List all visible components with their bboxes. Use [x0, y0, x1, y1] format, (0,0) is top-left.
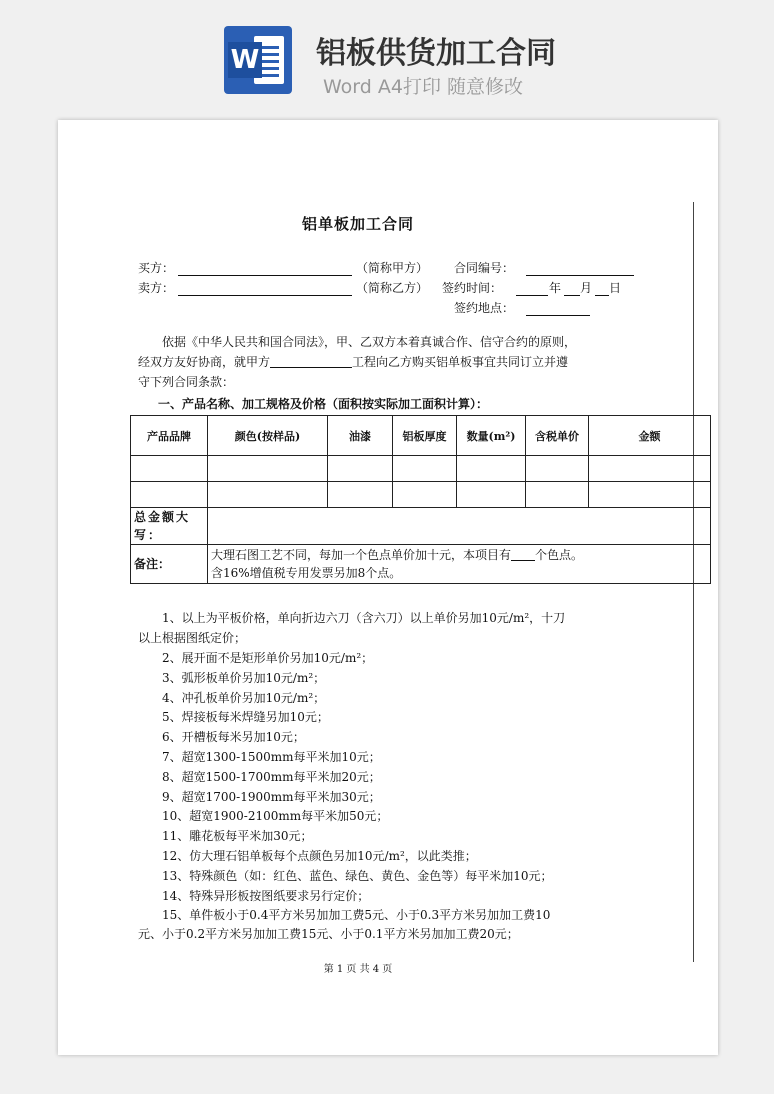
remark-line-1b: 个色点。: [535, 548, 584, 562]
contract-title: 铝单板加工合同: [301, 215, 414, 233]
table-cell[interactable]: [457, 456, 526, 482]
clause-1-line-1: 1、以上为平板价格，单向折边六刀（含六刀）以上单价另加10元/m²，十刀: [162, 611, 566, 625]
document-page: [58, 120, 718, 1055]
table-row: [131, 456, 711, 482]
header-unit-price: 含税单价: [526, 416, 589, 456]
year-field[interactable]: [516, 295, 548, 296]
remark-label: 备注：: [134, 557, 171, 571]
clause-item: 10、超宽1900-2100mm每平米加50元；: [162, 809, 389, 824]
clause-item: 2、展开面不是矩形单价另加10元/m²；: [162, 651, 374, 665]
table-cell[interactable]: [328, 482, 393, 508]
table-cell[interactable]: [526, 482, 589, 508]
remark-line-1a: 大理石图工艺不同，每加一个色点单价加十元，本项目有: [211, 548, 512, 562]
remark-line-1: [211, 546, 707, 564]
table-cell[interactable]: [589, 482, 711, 508]
table-cell[interactable]: [457, 482, 526, 508]
intro-line-2b: 工程向乙方购买铝单板事宜共同订立并遵: [352, 355, 569, 369]
header-brand: 产品品牌: [131, 416, 208, 456]
header-paint: 油漆: [328, 416, 393, 456]
clause-item: 4、冲孔板单价另加10元/m²；: [162, 690, 326, 705]
buyer-alias: （简称甲方）: [356, 261, 429, 275]
table-cell[interactable]: [393, 456, 457, 482]
total-label-cell: [131, 508, 208, 545]
table-header-row: [131, 416, 711, 456]
project-name-field[interactable]: [270, 354, 352, 368]
clause-item: 8、超宽1500-1700mm每平米加20元；: [162, 769, 381, 784]
table-cell[interactable]: [131, 482, 208, 508]
total-label: 总金额大写：: [134, 510, 191, 542]
contract-no-field[interactable]: [526, 275, 634, 276]
clause-item: 11、雕花板每平米加30元；: [162, 829, 313, 844]
clause-15-line-1: 15、单件板小于0.4平方米另加加工费5元、小于0.3平方米另加加工费10: [162, 908, 551, 922]
table-cell[interactable]: [208, 456, 328, 482]
total-value-cell[interactable]: [208, 508, 711, 545]
remark-row: [131, 545, 711, 584]
intro-line-3: 守下列合同条款：: [138, 375, 235, 389]
day-label: 日: [609, 281, 622, 295]
remark-label-cell: [131, 545, 208, 584]
header-quantity: 数量(m²): [457, 416, 526, 456]
year-label: 年: [549, 281, 562, 295]
page-footer: 第 1 页 共 4 页: [323, 964, 393, 975]
section-1-heading: 一、产品名称、加工规格及价格（面积按实际加工面积计算）：: [158, 397, 489, 411]
intro-line-2: [138, 352, 568, 372]
header-thickness: 铝板厚度: [393, 416, 457, 456]
table-cell[interactable]: [589, 456, 711, 482]
total-row: [131, 508, 711, 545]
seller-field[interactable]: [178, 295, 352, 296]
clause-item: 14、特殊异形板按图纸要求另行定价；: [162, 888, 370, 903]
clause-item: 7、超宽1300-1500mm每平米加10元；: [162, 750, 381, 764]
table-cell[interactable]: [131, 456, 208, 482]
table-cell[interactable]: [208, 482, 328, 508]
word-letter: W: [228, 42, 262, 78]
sign-date-label: 签约时间：: [442, 281, 503, 295]
header-amount: 金额: [589, 416, 711, 456]
buyer-field[interactable]: [178, 275, 352, 276]
month-field[interactable]: [564, 295, 580, 296]
clause-1-line-2: 以上根据图纸定价；: [138, 631, 247, 645]
intro-line-1: 依据《中华人民共和国合同法》，甲、乙双方本着真诚合作、信守合约的原则，: [162, 335, 577, 349]
table-cell[interactable]: [328, 456, 393, 482]
buyer-label: 买方：: [138, 261, 175, 275]
color-points-field[interactable]: [511, 548, 535, 561]
clause-15-line-2: 元、小于0.2平方米另加加工费15元、小于0.1平方米另加加工费20元；: [138, 927, 519, 941]
month-label: 月: [580, 281, 593, 295]
banner-title: 铝板供货加工合同: [316, 36, 556, 71]
clause-item: 12、仿大理石铝单板每个点颜色另加10元/m²，以此类推；: [162, 849, 477, 863]
header-color: 颜色(按样品): [208, 416, 328, 456]
remark-line-2: 含16%增值税专用发票另加8个点。: [211, 566, 402, 580]
contract-no-label: 合同编号：: [454, 261, 515, 275]
day-field[interactable]: [595, 295, 609, 296]
clause-item: 6、开槽板每米另加10元；: [162, 730, 305, 745]
remark-content-cell: [208, 545, 711, 584]
banner-subtitle: Word A4打印 随意修改: [323, 76, 524, 98]
clause-item: 5、焊接板每米焊缝另加10元；: [162, 710, 329, 725]
table-cell[interactable]: [526, 456, 589, 482]
clause-item: 9、超宽1700-1900mm每平米加30元；: [162, 789, 381, 804]
table-row: [131, 482, 711, 508]
seller-alias: （简称乙方）: [356, 281, 429, 295]
sign-place-field[interactable]: [526, 315, 590, 316]
spec-table: [130, 415, 711, 584]
table-cell[interactable]: [393, 482, 457, 508]
clause-item: 3、弧形板单价另加10元/m²；: [162, 670, 326, 685]
word-icon: [224, 26, 292, 94]
sign-place-label: 签约地点：: [454, 301, 515, 315]
intro-line-2a: 经双方友好协商，就甲方: [138, 355, 271, 369]
header-banner: [0, 0, 774, 112]
seller-label: 卖方：: [138, 281, 175, 295]
clause-item: 13、特殊颜色（如：红色、蓝色、绿色、黄色、金色等）每平米加10元；: [162, 868, 553, 883]
